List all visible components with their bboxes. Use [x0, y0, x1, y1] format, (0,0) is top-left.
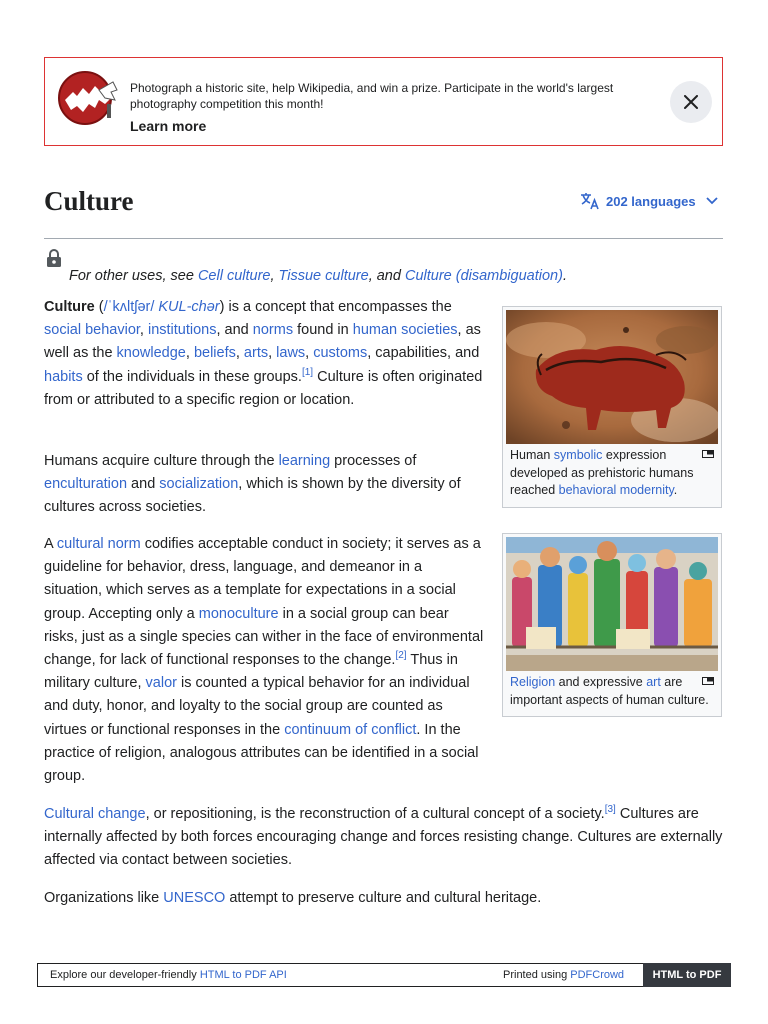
beliefs-link[interactable]: beliefs: [193, 345, 236, 362]
hatnote-sep: , and: [368, 268, 405, 284]
social-behavior-link[interactable]: social behavior: [44, 322, 140, 339]
title-divider: [44, 238, 723, 239]
page-title: Culture: [44, 186, 134, 216]
paragraph-cultural-norm: A cultural norm codifies acceptable conduct in society; it serves as a guideline for behavior, dress, language, and demeanor in a situation, which serves as a template for expectations in a social group. Accepting only a monoculture in a social group can bear risks, just as a single species can wither in the face of environmental change, for lack of functional responses to the change.[2] Thus in military culture, valor is counted a typical behavior for an individual and duty, honor, and loyalty to the social group are counted as virtues or functional responses in the continuum of conflict. In the practice of religion, analogous attributes can be identified in a social group.: [44, 536, 484, 785]
arts-link[interactable]: arts: [243, 345, 269, 362]
ipa-pronunciation-link[interactable]: /ˈkʌltʃər/: [103, 299, 155, 315]
socialization-link[interactable]: socialization: [159, 476, 239, 493]
monoculture-link[interactable]: monoculture: [198, 605, 279, 622]
enlarge-icon[interactable]: [702, 677, 714, 685]
paragraph-acquisition: Humans acquire culture through the learning processes of enculturation and socialization, which is shown by the diversity of cultures across societies.: [44, 453, 461, 516]
close-banner-button[interactable]: [670, 81, 712, 123]
tissue-culture-link[interactable]: Tissue culture: [278, 268, 369, 284]
paragraph-intro: Culture (/ˈkʌltʃər/ KUL-chər) is a concept that encompasses the social behavior, institutions, and norms found in human societies, as well as the knowledge, beliefs, arts, laws, customs, capabilities, and habits of the individuals in these groups.[1] Culture is often originated from or attributed to a specific region or location.: [44, 299, 483, 408]
translate-icon: [580, 192, 600, 210]
cultural-norm-link[interactable]: cultural norm: [56, 536, 141, 552]
institutions-link[interactable]: institutions: [147, 322, 217, 339]
banner-message: Photograph a historic site, help Wikipedia, and win a prize. Participate in the world's largest photography competition this month!: [130, 81, 614, 111]
norms-link[interactable]: norms: [252, 322, 294, 339]
enlarge-icon[interactable]: [702, 450, 714, 458]
culture-disambiguation-link[interactable]: Culture (disambiguation): [404, 268, 563, 284]
hatnote: [69, 268, 567, 284]
symbolic-link[interactable]: symbolic: [553, 448, 603, 462]
knowledge-link[interactable]: knowledge: [116, 345, 186, 362]
pdfcrowd-link[interactable]: PDFCrowd: [570, 969, 625, 981]
footer-left: Explore our developer-friendly HTML to PDF API: [50, 969, 287, 981]
cell-culture-link[interactable]: Cell culture: [197, 268, 271, 284]
wiki-loves-monuments-logo: [55, 70, 123, 126]
hatnote-prefix: For other uses, see: [69, 268, 198, 284]
learn-more-link[interactable]: Learn more: [130, 118, 207, 134]
habits-link[interactable]: habits: [44, 368, 83, 385]
lock-icon: [46, 248, 62, 268]
temple-sculpture-image[interactable]: [506, 537, 718, 671]
behavioral-modernity-link[interactable]: behavioral modernity: [558, 483, 674, 497]
reference-2-link[interactable]: [2]: [395, 650, 407, 662]
respelling-link[interactable]: KUL-chər: [158, 299, 220, 315]
language-count: 202 languages: [606, 193, 696, 209]
cave-painting-caption: Human symbolic expression developed as prehistoric humans reached behavioral modernity.: [506, 444, 718, 504]
figure-cave-painting: [502, 306, 722, 508]
reference-1-link[interactable]: [1]: [301, 366, 314, 378]
hatnote-suffix: .: [562, 268, 567, 284]
human-societies-link[interactable]: human societies: [352, 322, 458, 339]
valor-link[interactable]: valor: [145, 675, 177, 692]
art-link[interactable]: art: [646, 675, 661, 689]
unesco-link[interactable]: UNESCO: [163, 890, 226, 906]
chevron-down-icon: [706, 197, 718, 205]
laws-link[interactable]: laws: [276, 345, 306, 362]
cave-painting-image[interactable]: [506, 310, 718, 444]
language-selector-button[interactable]: [580, 192, 718, 210]
cultural-change-link[interactable]: Cultural change: [44, 806, 146, 822]
hatnote-sep: ,: [270, 268, 279, 284]
html-to-pdf-button[interactable]: HTML to PDF: [643, 963, 731, 987]
campaign-banner: [44, 57, 723, 146]
enculturation-link[interactable]: enculturation: [44, 476, 128, 493]
temple-sculpture-caption: Religion and expressive art are important aspects of human culture.: [506, 671, 718, 713]
learning-link[interactable]: learning: [278, 453, 331, 469]
pdf-footer: [37, 963, 731, 987]
html-to-pdf-api-link[interactable]: HTML to PDF API: [199, 969, 287, 981]
reference-3-link[interactable]: [3]: [604, 804, 616, 816]
bold-term: Culture: [44, 299, 95, 315]
religion-link[interactable]: Religion: [510, 675, 556, 689]
paragraph-unesco: Organizations like UNESCO attempt to preserve culture and cultural heritage.: [44, 890, 542, 906]
continuum-of-conflict-link[interactable]: continuum of conflict: [284, 721, 417, 738]
paragraph-cultural-change: Cultural change, or repositioning, is the reconstruction of a cultural concept of a society.[3] Cultures are internally affected by both forces encouraging change and forces resisting change. Cultures are externally affected via contact between societies.: [44, 804, 723, 869]
customs-link[interactable]: customs: [313, 345, 368, 362]
figure-temple-sculpture: [502, 533, 722, 717]
footer-printed-using: Printed using PDFCrowd: [503, 969, 625, 981]
close-icon: [684, 95, 698, 109]
